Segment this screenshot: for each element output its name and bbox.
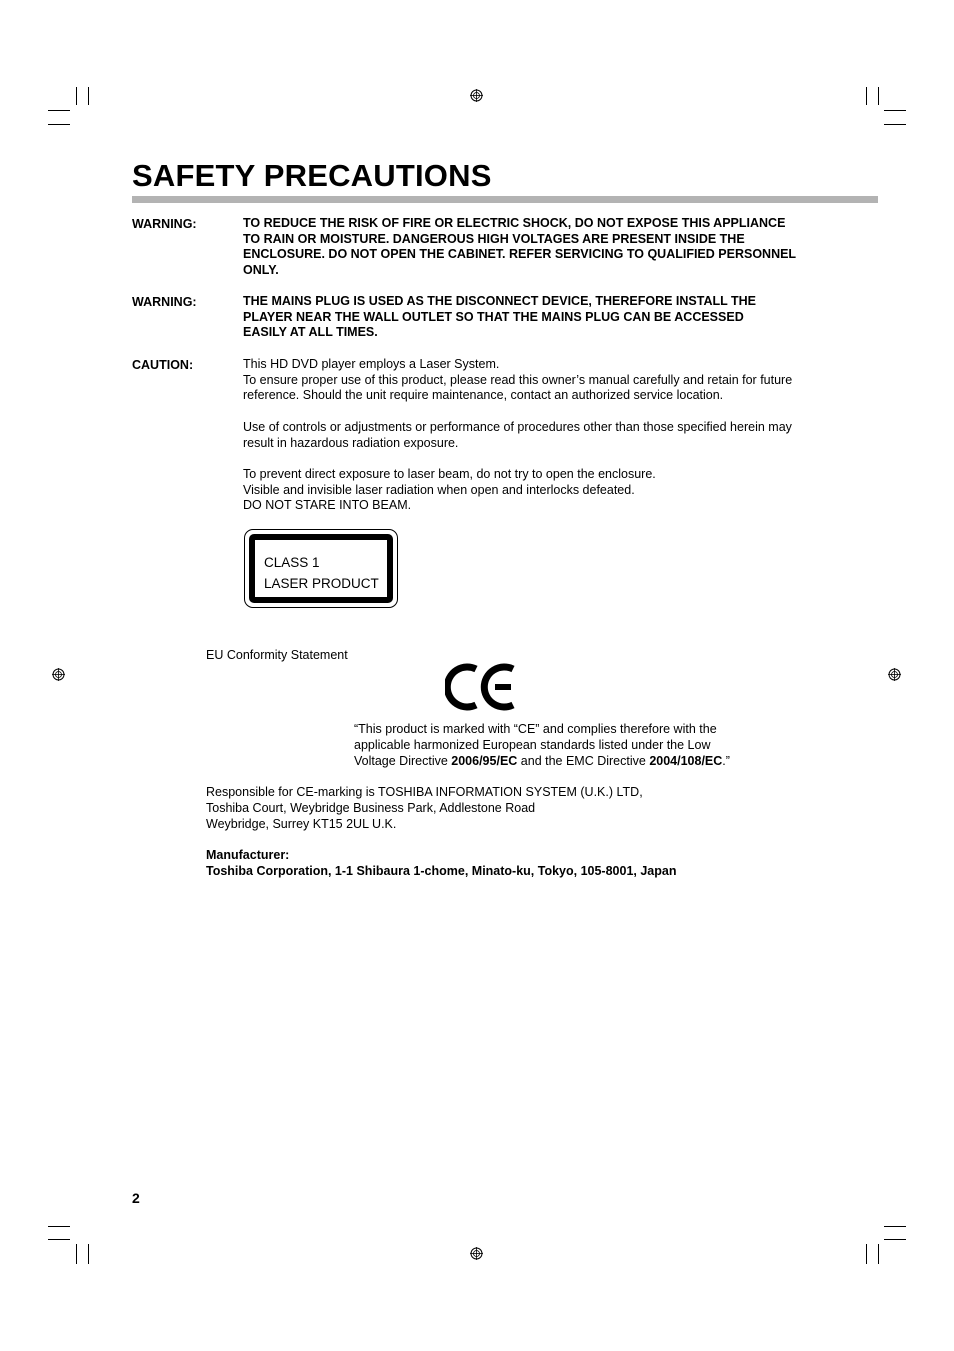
caution-line: result in hazardous radiation exposure. bbox=[243, 435, 459, 450]
ce-statement-line bbox=[354, 753, 730, 769]
registration-mark-icon bbox=[888, 668, 901, 681]
responsible-line: Responsible for CE-marking is TOSHIBA INFORMATION SYSTEM (U.K.) LTD, bbox=[206, 785, 643, 799]
ce-statement bbox=[354, 721, 730, 769]
crop-mark bbox=[878, 1244, 879, 1264]
warning-label: WARNING: bbox=[132, 295, 197, 309]
warning-line: EASILY AT ALL TIMES. bbox=[243, 325, 378, 340]
laser-class-label bbox=[244, 529, 398, 608]
responsible-line: Toshiba Court, Weybridge Business Park, Addlestone Road bbox=[206, 801, 536, 815]
ce-statement-text: Voltage Directive bbox=[354, 754, 452, 768]
caution-line: DO NOT STARE INTO BEAM. bbox=[243, 498, 412, 513]
ce-statement-text: .” bbox=[722, 754, 730, 768]
caution-line: Visible and invisible laser radiation when open and interlocks defeated. bbox=[243, 482, 635, 497]
caution-line: reference. Should the unit require maintenance, contact an authorized service location. bbox=[243, 388, 724, 403]
ce-statement-text: and the EMC Directive bbox=[517, 754, 650, 768]
registration-mark-icon bbox=[470, 89, 483, 102]
laser-class-line: CLASS 1 bbox=[264, 555, 320, 570]
warning-text bbox=[243, 294, 843, 341]
crop-mark bbox=[48, 124, 70, 125]
ce-statement-line: applicable harmonized European standards listed under the Low bbox=[354, 738, 711, 752]
caution-paragraph bbox=[243, 357, 792, 404]
crop-mark bbox=[88, 1244, 89, 1264]
crop-mark bbox=[884, 124, 906, 125]
warning-line: TO RAIN OR MOISTURE. DANGEROUS HIGH VOLTAGES ARE PRESENT INSIDE THE bbox=[243, 231, 745, 246]
crop-mark bbox=[866, 87, 867, 105]
caution-line: This HD DVD player employs a Laser System. bbox=[243, 357, 500, 371]
ce-statement-line: “This product is marked with “CE” and complies therefore with the bbox=[354, 722, 717, 736]
caution-label: CAUTION: bbox=[132, 358, 194, 372]
crop-mark bbox=[866, 1244, 867, 1264]
caution-line: Use of controls or adjustments or performance of procedures other than those specified herein may bbox=[243, 420, 792, 434]
crop-mark bbox=[76, 87, 77, 105]
warning-label: WARNING: bbox=[132, 217, 197, 231]
title-rule bbox=[132, 196, 878, 203]
page-title: SAFETY PRECAUTIONS bbox=[132, 158, 492, 193]
crop-mark bbox=[884, 110, 906, 111]
warning-line: ONLY. bbox=[243, 263, 279, 278]
registration-mark-icon bbox=[52, 668, 65, 681]
responsible-line: Weybridge, Surrey KT15 2UL U.K. bbox=[206, 817, 397, 831]
caution-line: To ensure proper use of this product, please read this owner’s manual carefully and retain for future bbox=[243, 372, 793, 387]
crop-mark bbox=[884, 1226, 906, 1227]
crop-mark bbox=[88, 87, 89, 105]
manufacturer-block bbox=[206, 847, 676, 879]
eu-conformity-heading: EU Conformity Statement bbox=[206, 648, 348, 662]
manufacturer-address: Toshiba Corporation, 1-1 Shibaura 1-chome, Minato-ku, Tokyo, 105-8001, Japan bbox=[206, 864, 677, 878]
caution-paragraph bbox=[243, 467, 656, 514]
crop-mark bbox=[76, 1244, 77, 1264]
crop-mark bbox=[48, 1239, 70, 1240]
low-voltage-directive: 2006/95/EC bbox=[451, 754, 518, 768]
manufacturer-label: Manufacturer: bbox=[206, 848, 290, 862]
crop-mark bbox=[48, 110, 70, 111]
page-number: 2 bbox=[132, 1190, 140, 1206]
ce-mark-icon bbox=[445, 661, 517, 713]
laser-class-label-inner bbox=[249, 534, 393, 603]
crop-mark bbox=[884, 1239, 906, 1240]
laser-product-line: LASER PRODUCT bbox=[264, 576, 379, 591]
crop-mark bbox=[48, 1226, 70, 1227]
crop-mark bbox=[878, 87, 879, 105]
warning-line: TO REDUCE THE RISK OF FIRE OR ELECTRIC SHOCK, DO NOT EXPOSE THIS APPLIANCE bbox=[243, 216, 786, 230]
ce-responsible-party bbox=[206, 784, 643, 832]
registration-mark-icon bbox=[470, 1247, 483, 1260]
warning-text bbox=[243, 216, 843, 279]
warning-line: PLAYER NEAR THE WALL OUTLET SO THAT THE MAINS PLUG CAN BE ACCESSED bbox=[243, 309, 744, 324]
warning-line: ENCLOSURE. DO NOT OPEN THE CABINET. REFER SERVICING TO QUALIFIED PERSONNEL bbox=[243, 247, 797, 262]
caution-paragraph bbox=[243, 420, 792, 451]
warning-line: THE MAINS PLUG IS USED AS THE DISCONNECT DEVICE, THEREFORE INSTALL THE bbox=[243, 294, 757, 308]
caution-line: To prevent direct exposure to laser beam, do not try to open the enclosure. bbox=[243, 467, 656, 481]
emc-directive: 2004/108/EC bbox=[649, 754, 723, 768]
